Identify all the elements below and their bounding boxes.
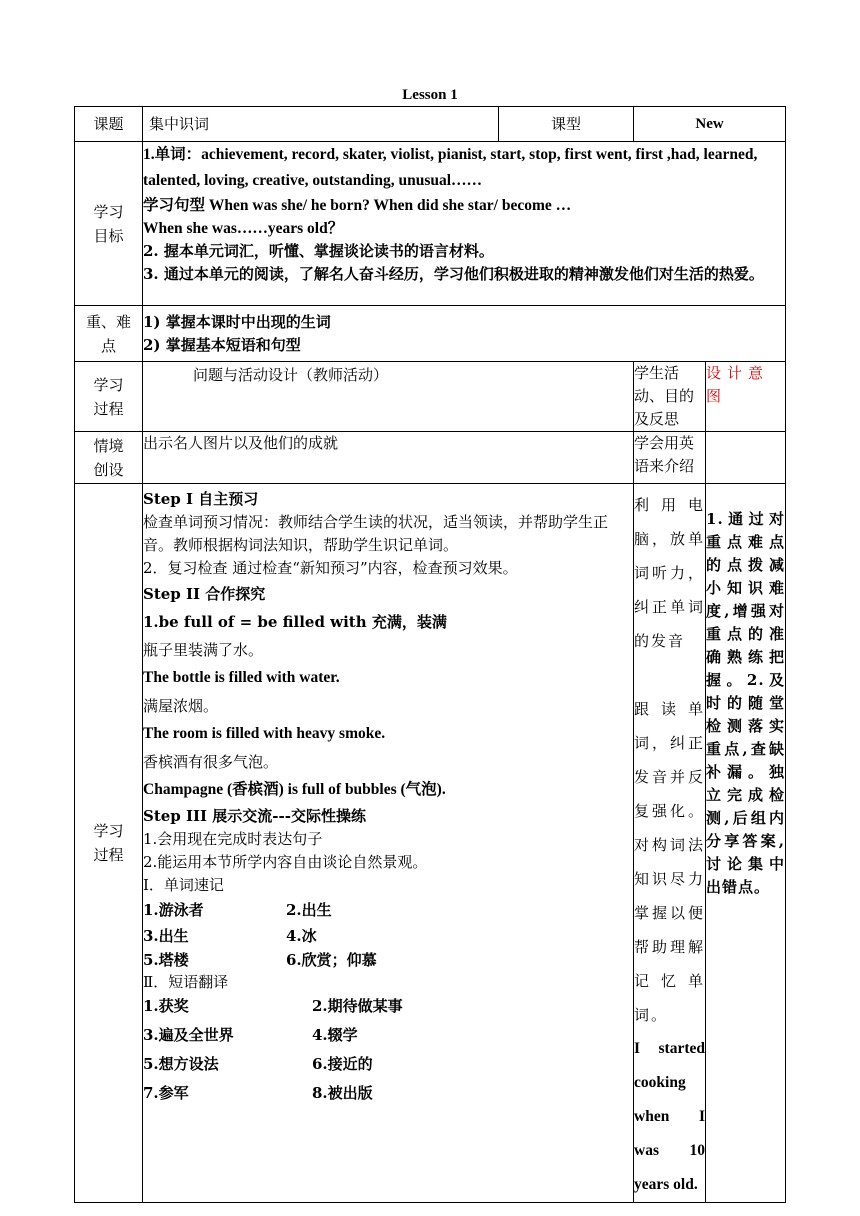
example-1-cn: 瓶子里装满了水。 [143,641,264,659]
goals-content [143,142,786,306]
lesson-title: Lesson 1 [402,87,458,103]
key-points-content [143,306,786,362]
process-row [75,484,786,1203]
step1-title: Step I 自主预习 [143,490,259,508]
student-activity-2: 跟读单词，纠正发音并反复强化。对构词法知识尽力掌握以便帮助理解记忆单词。 [634,700,706,1024]
goals-words: 1.单词：achievement, record, skater, violist, pianist, start, stop, first went, first ,had, learned, talented, loving, creative, outstanding, unusual…… [143,146,758,189]
goals-item-2: 2. 握本单元词汇，听懂、掌握谈论读书的语言材料。 [143,242,494,260]
phrase-row: 7.参军 8.被出版 [143,1084,373,1102]
situation-label: 情境创设 [75,432,143,484]
key-points-label: 重、难点 [75,306,143,362]
process-teacher [143,484,634,1203]
design-intent-header: 设计意图 [706,362,786,432]
process-header-label: 学习过程 [75,362,143,432]
step3-title: Step III 展示交流---交际性操练 [143,807,366,825]
phrase-row: 3.遍及全世界 4.辍学 [143,1026,358,1044]
topic-label: 课题 [75,107,143,142]
phrase-row: 5.想方设法 6.接近的 [143,1055,373,1073]
student-activity-example: I started cooking when I was 10 years old. [634,1040,706,1193]
example-2-cn: 满屋浓烟。 [143,697,219,715]
example-2-en: The room is filled with heavy smoke. [143,725,386,742]
process-design: 1.通过对重点难点的点拨减小知识难度,增强对重点的准确熟练把握。2.及时的随堂检测落实重点,查缺补漏。独立完成检测,后组内分享答案,讨论集中出错点。 [706,484,786,1203]
goals-label: 学习目标 [75,142,143,306]
goals-item-3: 3. 通过本单元的阅读，了解名人奋斗经历，学习他们积极进取的精神激发他们对生活的热爱。 [143,265,764,283]
phrase-title: Ⅱ．短语翻译 [143,973,229,991]
topic-value: 集中识词 [143,107,499,142]
goals-sentence-when: When she was……years old？ [143,220,344,237]
situation-row [75,432,786,484]
student-activity-header: 学生活动、目的及反思 [634,362,706,432]
process-label: 学习过程 [75,484,143,1203]
key-point-2: 2) 掌握基本短语和句型 [143,335,301,354]
example-3-cn: 香槟酒有很多气泡。 [143,753,279,771]
process-header-row [75,362,786,432]
vocab-row: 1.游泳者 2.出生 [143,901,332,919]
type-value: New [634,107,786,142]
step3-item-1: 1.会用现在完成时表达句子 [143,830,323,848]
step1-paragraph-2: 2．复习检查 通过检查“新知预习”内容，检查预习效果。 [143,559,518,577]
type-label: 课型 [499,107,634,142]
situation-design [706,432,786,484]
step1-paragraph-1: 检查单词预习情况：教师结合学生读的状况，适当领读，并帮助学生正音。教师根据构词法知识，帮助学生识记单词。 [143,513,609,554]
process-student [634,484,706,1203]
vocab-row: 3.出生 4.冰 [143,927,317,945]
goals-sentence-patterns: 学习句型 When was she/ he born? When did she star/ become … [143,197,572,214]
topic-row [75,107,786,142]
step3-item-2: 2.能运用本节所学内容自由谈论自然景观。 [143,853,428,871]
situation-student: 学会用英语来介绍 [634,432,706,484]
phrase-be-full-of: 1.be full of = be filled with 充满，装满 [143,613,447,631]
example-1-en: The bottle is filled with water. [143,669,340,686]
example-3-en: Champagne (香槟酒) is full of bubbles (气泡). [143,781,446,798]
key-points-row [75,306,786,362]
phrase-row: 1.获奖 2.期待做某事 [143,997,403,1015]
goals-row [75,142,786,306]
lesson-plan-table [74,106,786,1203]
situation-teacher: 出示名人图片以及他们的成就 [143,432,634,484]
key-point-1: 1) 掌握本课时中出现的生词 [143,312,331,331]
step2-title: Step II 合作探究 [143,585,266,603]
vocab-row: 5.塔楼 6.欣赏；仰慕 [143,951,377,969]
student-activity-1: 利用电脑，放单词听力，纠正单词的发音 [634,496,706,650]
vocab-title: Ⅰ．单词速记 [143,876,224,894]
teacher-activity-header: 问题与活动设计（教师活动） [143,362,634,432]
